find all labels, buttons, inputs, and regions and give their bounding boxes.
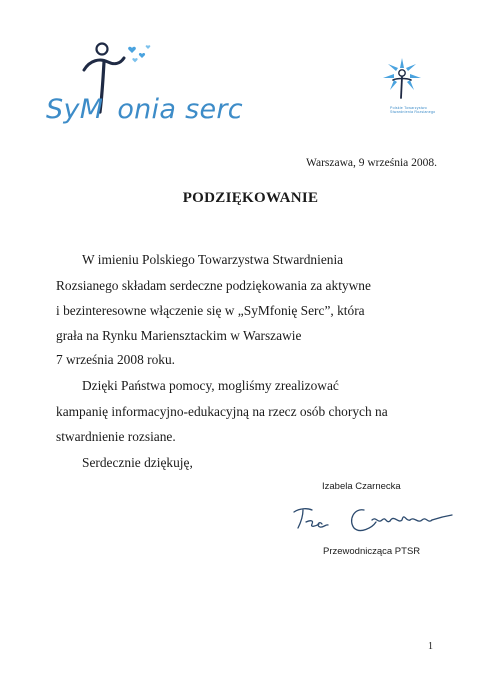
handwritten-signature [286,498,456,538]
signatory-name: Izabela Czarnecka [322,481,401,492]
body-line: W imieniu Polskiego Towarzystwa Stwardnienia [82,252,344,267]
star-figure-icon [380,56,424,102]
letter-title: PODZIĘKOWANIE [182,190,319,206]
body-line: kampanię informacyjno-edukacyjną na rzecz osób chorych na [56,404,388,419]
body-line: Rozsianego składam serdeczne podziękowania za aktywne [56,278,371,293]
ptsr-logo [376,56,440,126]
letter-date: Warszawa, 9 września 2008. [306,157,437,169]
body-line: stwardnienie rozsiane. [56,429,176,444]
ptsr-org-name: Polskie Towarzystwo Stwardnienia Rozsianego [390,106,436,115]
body-line: 7 września 2008 roku. [56,352,175,367]
body-line: i bezinteresowne włączenie się w „SyMfonię Serc”, która [56,303,365,318]
body-line: Dzięki Państwa pomocy, mogliśmy zrealizować [82,378,339,393]
body-line: grała na Rynku Mariensztackim w Warszawie [56,328,302,343]
signatory-role: Przewodnicząca PTSR [323,546,421,557]
symfonia-serc-logo [44,40,243,132]
logo-wordmark: SyM onia serc [46,94,243,125]
page-number: 1 [428,641,433,652]
closing-line: Serdecznie dziękuję, [82,455,193,470]
